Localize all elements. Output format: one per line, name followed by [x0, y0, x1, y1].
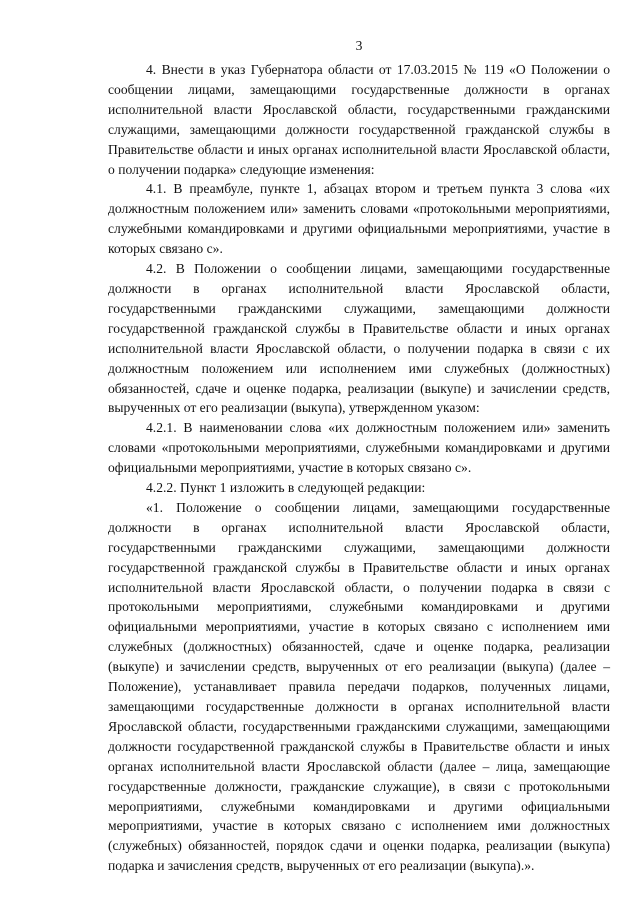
- paragraph-4: 4. Внести в указ Губернатора области от 17.03.2015 № 119 «О Положении о сообщении лицами, замещающими государственные должности в органах исполнительной власти Ярославской области, государственными гражданскими служащими, замещающими должности государственной гражданской службы в Правительстве области и иных органах исполнительной власти Ярославской области, о получении подарка» следующие изменения:: [108, 62, 610, 177]
- paragraph-4-1: 4.1. В преамбуле, пункте 1, абзацах втором и третьем пункта 3 слова «их должностным положением или» заменить словами «протокольными мероприятиями, служебными командировками и другими официальными мероприятиями, участие в которых связано с».: [108, 181, 610, 257]
- paragraph-point-1-new-wording: «1. Положение о сообщении лицами, замещающими государственные должности в органах исполнительной власти Ярославской области, государственными гражданскими служащими, замещающими должности государственной гражданской службы в Правительстве области и иных органах исполнительной власти Ярославской области, о получении подарка в связи с протокольными мероприятиями, служебными командировками и другими официальными мероприятиями, участие в которых связано с исполнением ими служебных (должностных) обязанностей, сдаче и оценке подарка, реализации (выкупе) и зачислении средств, вырученных от его реализации (выкупа) (далее – Положение), устанавливает правила передачи подарков, полученных лицами, замещающими государственные должности в органах исполнительной власти Ярославской области, государственными гражданскими служащими, замещающими должности государственной гражданской службы в Правительстве области и иных органах исполнительной власти Ярославской области (далее – лица, замещающие государственные должности, гражданские служащие), в связи с протокольными мероприятиями, служебными командировками и другими официальными мероприятиями, участие в которых связано с исполнением ими должностных (служебных) обязанностей, порядок сдачи и оценки подарка, реализации (выкупа) подарка и зачисления средств, вырученных от его реализации (выкупа).».: [108, 499, 610, 874]
- paragraph-4-2-2: 4.2.2. Пункт 1 изложить в следующей редакции:: [146, 480, 426, 496]
- document-page: [108, 36, 610, 876]
- paragraph-4-2-1: 4.2.1. В наименовании слова «их должностным положением или» заменить словами «протокольными мероприятиями, служебными командировками и другими официальными мероприятиями, участие в которых связано с».: [108, 420, 610, 476]
- paragraph-4-2: 4.2. В Положении о сообщении лицами, замещающими государственные должности в органах исполнительной власти Ярославской области, государственными гражданскими служащими, замещающими должности государственной гражданской службы в Правительстве области и иных органах исполнительной власти Ярославской области, о получении подарка в связи с их должностным положением или исполнением ими служебных (должностных) обязанностей, сдаче и оценке подарка, реализации (выкупе) и зачислении средств, вырученных от его реализации (выкупа), утвержденном указом:: [108, 261, 610, 416]
- page-number: 3: [355, 38, 363, 53]
